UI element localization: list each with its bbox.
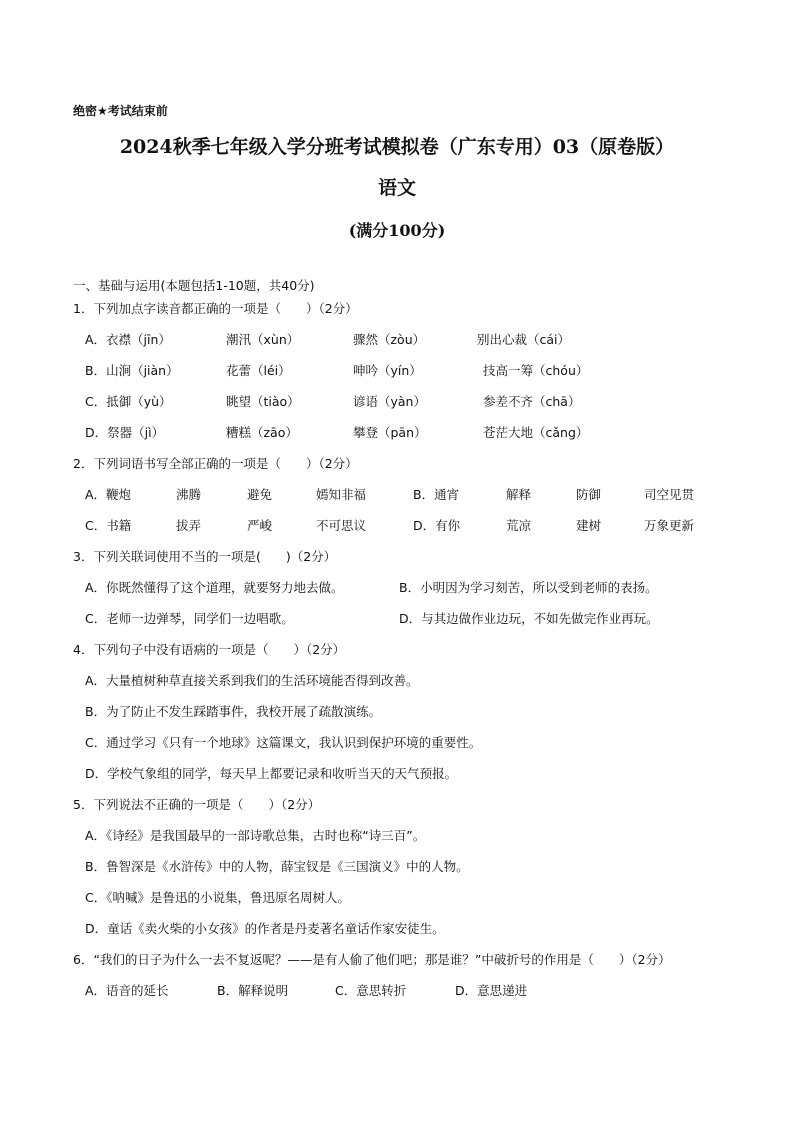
full-score: (满分100分)	[348, 221, 446, 240]
option-cell: 拔弄	[176, 518, 202, 533]
option-cell: 建树	[576, 518, 602, 533]
question-5-option: D．童话《卖火柴的小女孩》的作者是丹麦著名童话作家安徒生。	[85, 921, 445, 936]
option-cell: D．与其边做作业边玩，不如先做完作业再玩。	[399, 611, 659, 626]
option-cell: 避免	[247, 487, 273, 502]
option-cell: C．老师一边弹琴，同学们一边唱歌。	[85, 611, 294, 626]
question-5-option: B．鲁智深是《水浒传》中的人物，薛宝钗是《三国演义》中的人物。	[85, 859, 469, 874]
option-cell: D．祭器（jì）	[85, 425, 165, 440]
option-cell: B．小明因为学习刻苦，所以受到老师的表扬。	[399, 580, 658, 595]
option-cell: B．解释说明	[217, 983, 289, 998]
option-cell: D．有你	[413, 518, 461, 533]
subject-title: 语文	[377, 177, 416, 199]
option-cell: 别出心裁（cái）	[477, 332, 571, 347]
option-cell: 谚语（yàn）	[353, 394, 426, 409]
option-cell: 不可思议	[316, 518, 367, 533]
option-cell: A．鞭炮	[85, 487, 132, 502]
option-cell: 司空见贯	[644, 487, 695, 502]
option-cell: A．语音的延长	[85, 983, 169, 998]
question-1-option-row	[73, 330, 733, 349]
question-5-option: C．《呐喊》是鲁迅的小说集，鲁迅原名周树人。	[85, 890, 350, 905]
option-cell: 眺望（tiào）	[226, 394, 300, 409]
option-cell: C．意思转折	[335, 983, 407, 998]
question-5-stem: 5．下列说法不正确的一项是（ ）（2分）	[73, 797, 321, 812]
option-cell: 解释	[506, 487, 532, 502]
question-2-option-row	[73, 485, 733, 504]
option-cell: 荒凉	[506, 518, 532, 533]
option-cell: 攀登（pān）	[353, 425, 427, 440]
question-4-option: B．为了防止不发生踩踏事件，我校开展了疏散演练。	[85, 704, 382, 719]
question-1-option-row	[73, 361, 733, 380]
option-cell: 呻吟（yín）	[353, 363, 422, 378]
question-1-stem: 1．下列加点字读音都正确的一项是（ ）（2分）	[73, 301, 358, 316]
question-2-option-row	[73, 516, 733, 535]
question-2-stem: 2．下列词语书写全部正确的一项是（ ）（2分）	[73, 456, 358, 471]
question-6-option-row	[73, 981, 733, 1000]
option-cell: A．衣襟（jīn）	[85, 332, 171, 347]
option-cell: 沸腾	[176, 487, 202, 502]
option-cell: A．你既然懂得了这个道理，就要努力地去做。	[85, 580, 344, 595]
question-6-stem: 6．“我们的日子为什么一去不复返呢？——是有人偷了他们吧；那是谁？”中破折号的作用是（ ）（2分）	[73, 952, 671, 967]
question-1-option-row	[73, 392, 733, 411]
option-cell: 严峻	[247, 518, 273, 533]
option-cell: C．书籍	[85, 518, 132, 533]
option-cell: 万象更新	[644, 518, 695, 533]
question-3-stem: 3．下列关联词使用不当的一项是( )（2分）	[73, 549, 337, 564]
question-3-option-row	[73, 578, 733, 597]
option-cell: 参差不齐（chā）	[483, 394, 581, 409]
question-4-option: C．通过学习《只有一个地球》这篇课文，我认识到保护环境的重要性。	[85, 735, 482, 750]
option-cell: 糟糕（zāo）	[226, 425, 298, 440]
option-cell: 嫣知非福	[316, 487, 367, 502]
option-cell: B．通宵	[413, 487, 460, 502]
option-cell: 技高一筹（chóu）	[483, 363, 589, 378]
page-title: 2024秋季七年级入学分班考试模拟卷（广东专用）03（原卷版）	[119, 136, 675, 158]
option-cell: D．意思递进	[455, 983, 528, 998]
section-heading: 一、基础与运用(本题包括1-10题，共40分)	[73, 278, 315, 293]
question-4-option: D．学校气象组的同学，每天早上都要记录和收听当天的天气预报。	[85, 766, 458, 781]
question-3-option-row	[73, 609, 733, 628]
question-4-stem: 4．下列句子中没有语病的一项是（ ）（2分）	[73, 642, 346, 657]
option-cell: 花蕾（léi）	[226, 363, 291, 378]
question-1-option-row	[73, 423, 733, 442]
option-cell: 苍茫大地（cǎng）	[483, 425, 589, 440]
option-cell: 防御	[576, 487, 602, 502]
option-cell: B．山涧（jiàn）	[85, 363, 179, 378]
option-cell: 骤然（zòu）	[353, 332, 426, 347]
question-5-option: A．《诗经》是我国最早的一部诗歌总集，古时也称“诗三百”。	[85, 828, 426, 843]
confidential-label: 绝密★考试结束前	[73, 104, 168, 118]
option-cell: C．抵御（yù）	[85, 394, 172, 409]
option-cell: 潮汛（xùn）	[226, 332, 300, 347]
exam-body	[73, 276, 733, 1012]
question-4-option: A．大量植树种草直接关系到我们的生活环境能否得到改善。	[85, 673, 419, 688]
